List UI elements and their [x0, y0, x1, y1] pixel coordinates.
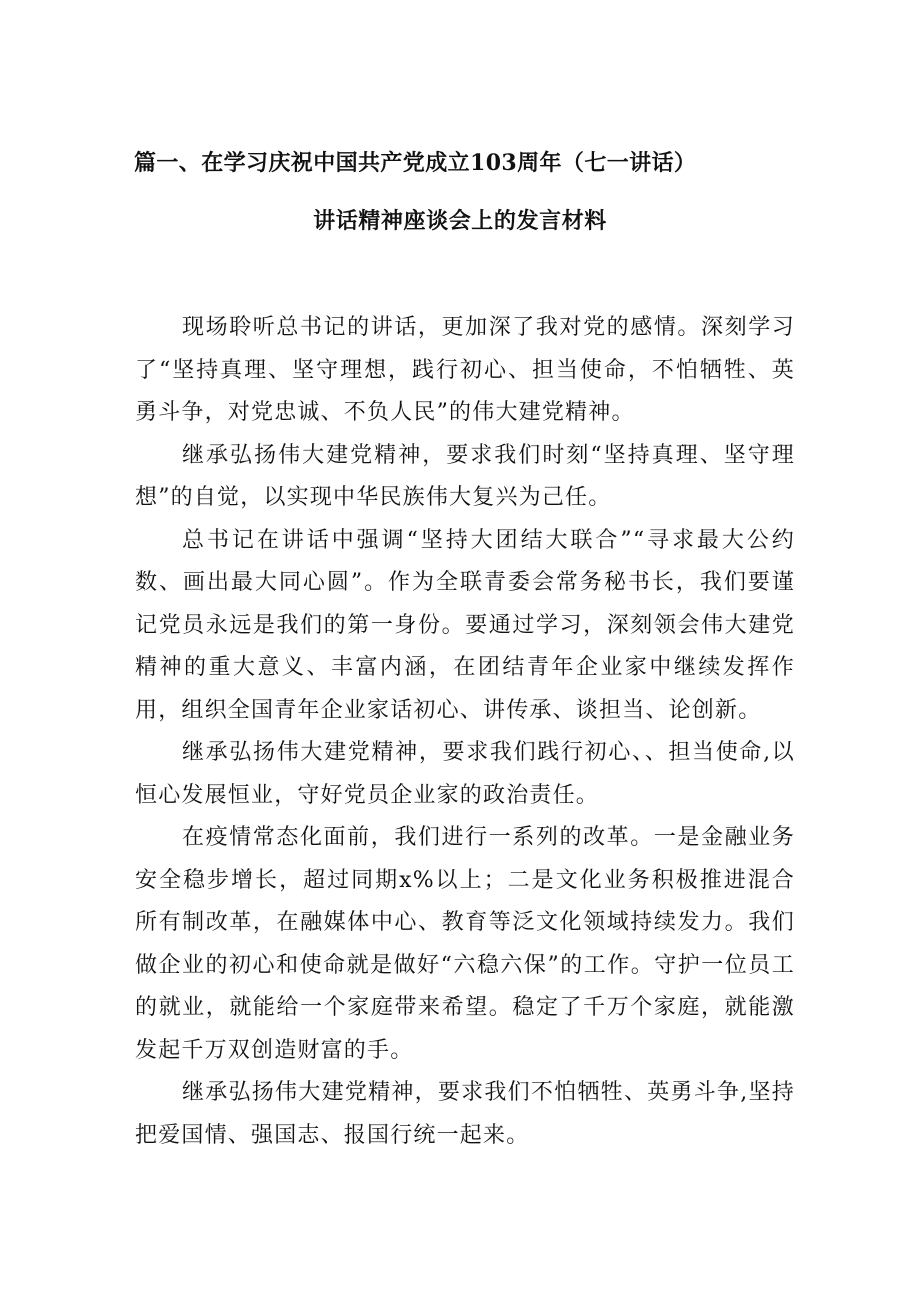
paragraph-4: 继承弘扬伟大建党精神，要求我们践行初心、、担当使命,以恒心发展恒业，守好党员企业家的政治责任。	[135, 740, 795, 808]
document-title-line-1: 篇一、在学习庆祝中国共产党成立103周年（七一讲话）	[134, 150, 697, 176]
document-body	[135, 307, 795, 1157]
paragraph-2: 继承弘扬伟大建党精神，要求我们时刻“坚持真理、坚守理想”的自觉，以实现中华民族伟大复兴为己任。	[135, 442, 795, 510]
paragraph-6: 继承弘扬伟大建党精神，要求我们不怕牺牲、英勇斗争,坚持把爱国情、强国志、报国行统一起来。	[135, 1080, 795, 1148]
paragraph-1: 现场聆听总书记的讲话，更加深了我对党的感情。深刻学习了“坚持真理、坚守理想，践行初心、担当使命，不怕牺牲、英勇斗争，对党忠诚、不负人民”的伟大建党精神。	[135, 315, 795, 425]
paragraph-5: 在疫情常态化面前，我们进行一系列的改革。一是金融业务安全稳步增长，超过同期x%以上；二是文化业务积极推进混合所有制改革，在融媒体中心、教育等泛文化领域持续发力。我们做企业的初心和使命就是做好“六稳六保”的工作。守护一位员工的就业，就能给一个家庭带来希望。稳定了千万个家庭，就能激发起千万双创造财富的手。	[135, 825, 795, 1063]
document-title-line-2: 讲话精神座谈会上的发言材料	[313, 208, 607, 234]
paragraph-3: 总书记在讲话中强调“坚持大团结大联合”“寻求最大公约数、画出最大同心圆”。作为全联青委会常务秘书长，我们要谨记党员永远是我们的第一身份。要通过学习，深刻领会伟大建党精神的重大意义、丰富内涵，在团结青年企业家中继续发挥作用，组织全国青年企业家话初心、讲传承、谈担当、论创新。	[135, 527, 795, 723]
